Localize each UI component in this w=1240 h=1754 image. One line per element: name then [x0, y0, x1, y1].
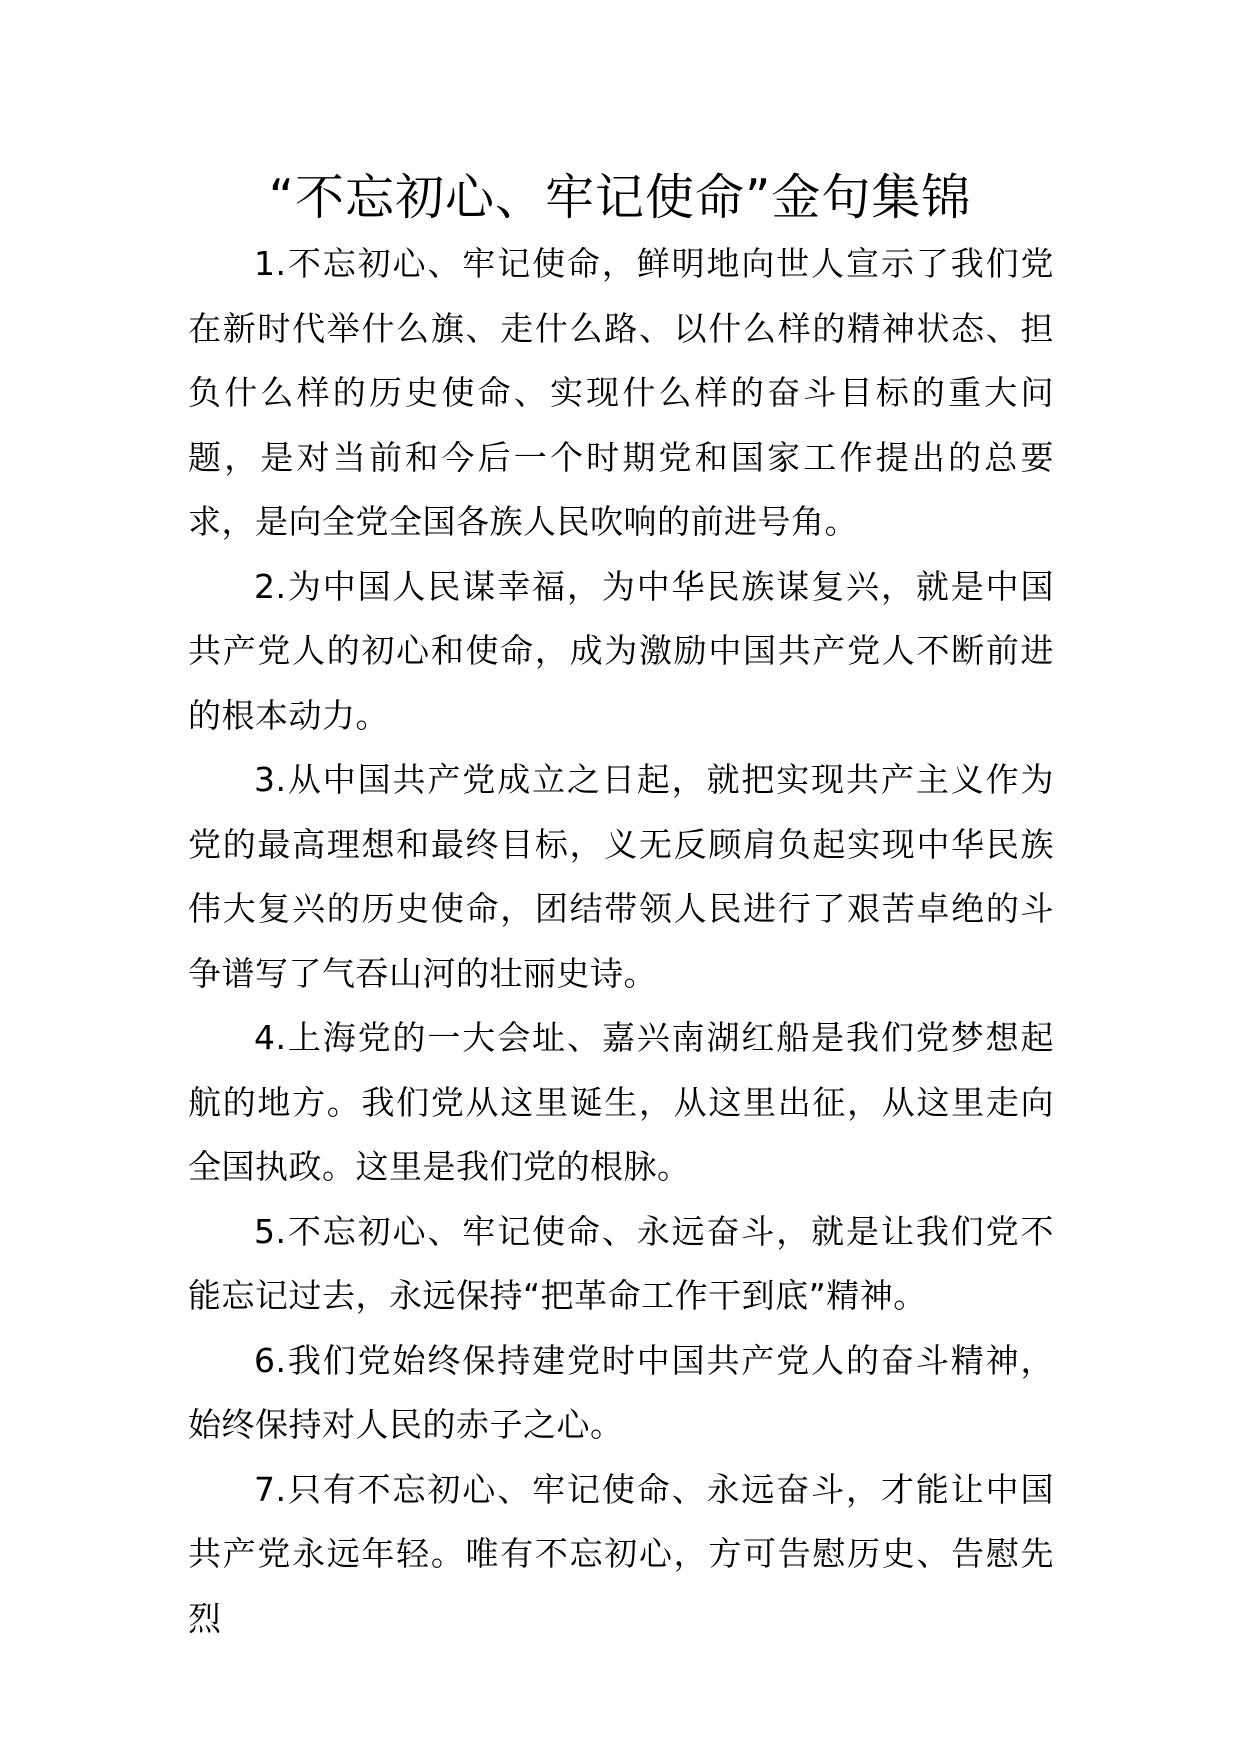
paragraph-4: 4.上海党的一大会址、嘉兴南湖红船是我们党梦想起航的地方。我们党从这里诞生，从这里出征，从这里走向全国执政。这里是我们党的根脉。 — [188, 1018, 1054, 1186]
document-title: “不忘初心、牢记使命”金句集锦 — [268, 169, 972, 226]
paragraph-2: 2.为中国人民谋幸福，为中华民族谋复兴，就是中国共产党人的初心和使命，成为激励中国共产党人不断前进的根本动力。 — [188, 566, 1054, 735]
paragraph-7: 7.只有不忘初心、牢记使命、永远奋斗，才能让中国共产党永远年轻。唯有不忘初心，方可告慰历史、告慰先烈 — [188, 1469, 1054, 1638]
paragraph-3: 3.从中国共产党成立之日起，就把实现共产主义作为党的最高理想和最终目标，义无反顾肩负起实现中华民族伟大复兴的历史使命，团结带领人民进行了艰苦卓绝的斗争谱写了气吞山河的壮丽史诗。 — [188, 760, 1054, 993]
document-body — [188, 232, 1054, 1651]
paragraph-5: 5.不忘初心、牢记使命、永远奋斗，就是让我们党不能忘记过去，永远保持“把革命工作干到底”精神。 — [188, 1211, 1054, 1315]
paragraph-1: 1.不忘初心、牢记使命，鲜明地向世人宣示了我们党在新时代举什么旗、走什么路、以什么样的精神状态、担负什么样的历史使命、实现什么样的奋斗目标的重大问题，是对当前和今后一个时期党和国家工作提出的总要求，是向全党全国各族人民吹响的前进号角。 — [188, 244, 1054, 541]
paragraph-6: 6.我们党始终保持建党时中国共产党人的奋斗精神，始终保持对人民的赤子之心。 — [188, 1340, 1054, 1444]
